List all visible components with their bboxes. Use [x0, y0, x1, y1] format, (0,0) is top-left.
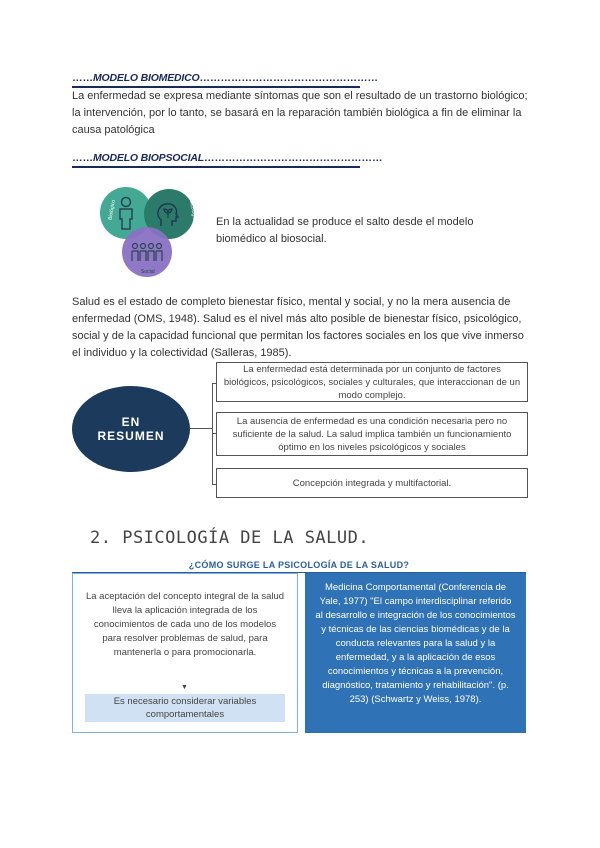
- heading-dots: ……: [72, 72, 93, 84]
- heading-text: MODELO BIOMEDICO: [93, 72, 200, 84]
- biosocial-caption: En la actualidad se produce el salto desde el modelo biomédico al biosocial.: [216, 216, 474, 245]
- group-icon: [129, 241, 165, 263]
- head-plant-icon: [155, 200, 183, 228]
- heading-modelo-biomedico: [72, 72, 378, 88]
- resumen-title-line1: EN: [121, 415, 141, 429]
- right-panel: Medicina Comportamental (Conferencia de Yale, 1977) "El campo interdisciplinar referido al desarrollo e integración de los conocimientos y técnicas de las ciencias biomédicas y de la conducta relevantes para la salud y la enfermedad, y a la aplicación de esos conocimientos y técnicas a la prevención, diagnóstico, tratamiento y rehabilitación". (p. 253) (Schwartz y Weiss, 1978).: [305, 573, 526, 733]
- banner-como-surge: ¿CÓMO SURGE LA PSICOLOGÍA DE LA SALUD?: [72, 560, 526, 573]
- connector-horizontal: [190, 428, 212, 429]
- section-title-psicologia-salud: 2. PSICOLOGÍA DE LA SALUD.: [90, 528, 370, 548]
- heading-text: MODELO BIOPSOCIAL: [93, 152, 204, 164]
- resumen-title-line2: RESUMEN: [97, 429, 165, 443]
- person-icon: [113, 196, 139, 230]
- heading-dots: ……: [72, 152, 93, 164]
- resumen-box-3: Concepción integrada y multifactorial.: [216, 468, 528, 498]
- heading-dots: ……………………………………………: [199, 72, 378, 84]
- resumen-box-1: La enfermedad está determinada por un conjunto de factores biológicos, psicológicos, sociales y culturales, que interaccionan de un modo complejo.: [216, 362, 528, 402]
- left-panel-text: La aceptación del concepto integral de la salud lleva la aplicación integrada de los conocimientos de cada uno de los modelos para resolver problemas de salud, para mantenerla o para promocionarla.: [85, 591, 285, 658]
- biomedico-text: La enfermedad se expresa mediante síntomas que son el resultado de un trastorno biológico; la intervención, por lo tanto, se basará en la reparación también biológica a fin de eliminar la causa patológica: [72, 90, 528, 136]
- heading-dots: ……………………………………………: [203, 152, 383, 164]
- label-social: Social: [141, 269, 155, 275]
- arrow-down-icon: ▼: [181, 684, 188, 691]
- label-biologico: Biológico: [107, 199, 117, 221]
- label-psicologico: Psicológico: [187, 197, 198, 223]
- resumen-box-2: La ausencia de enfermedad es una condición necesaria pero no suficiente de la salud. La salud implica también un funcionamiento óptimo en los niveles psicológicos y sociales: [216, 412, 528, 456]
- biopsychosocial-diagram: [96, 185, 196, 277]
- left-panel: [72, 573, 298, 733]
- heading-modelo-biopsicosocial: [72, 152, 383, 168]
- left-panel-note: Es necesario considerar variables comportamentales: [85, 694, 285, 722]
- en-resumen-badge: [72, 386, 190, 472]
- salud-paragraph: Salud es el estado de completo bienestar físico, mental y social, y no la mera ausencia de enfermedad (OMS, 1948). Salud es el nivel más alto posible de bienestar físico, psicológico, social y de la capacidad funcional que permitan los factores sociales en los que vive inmerso el individuo y la colectividad (Salleras, 1985).: [72, 296, 524, 359]
